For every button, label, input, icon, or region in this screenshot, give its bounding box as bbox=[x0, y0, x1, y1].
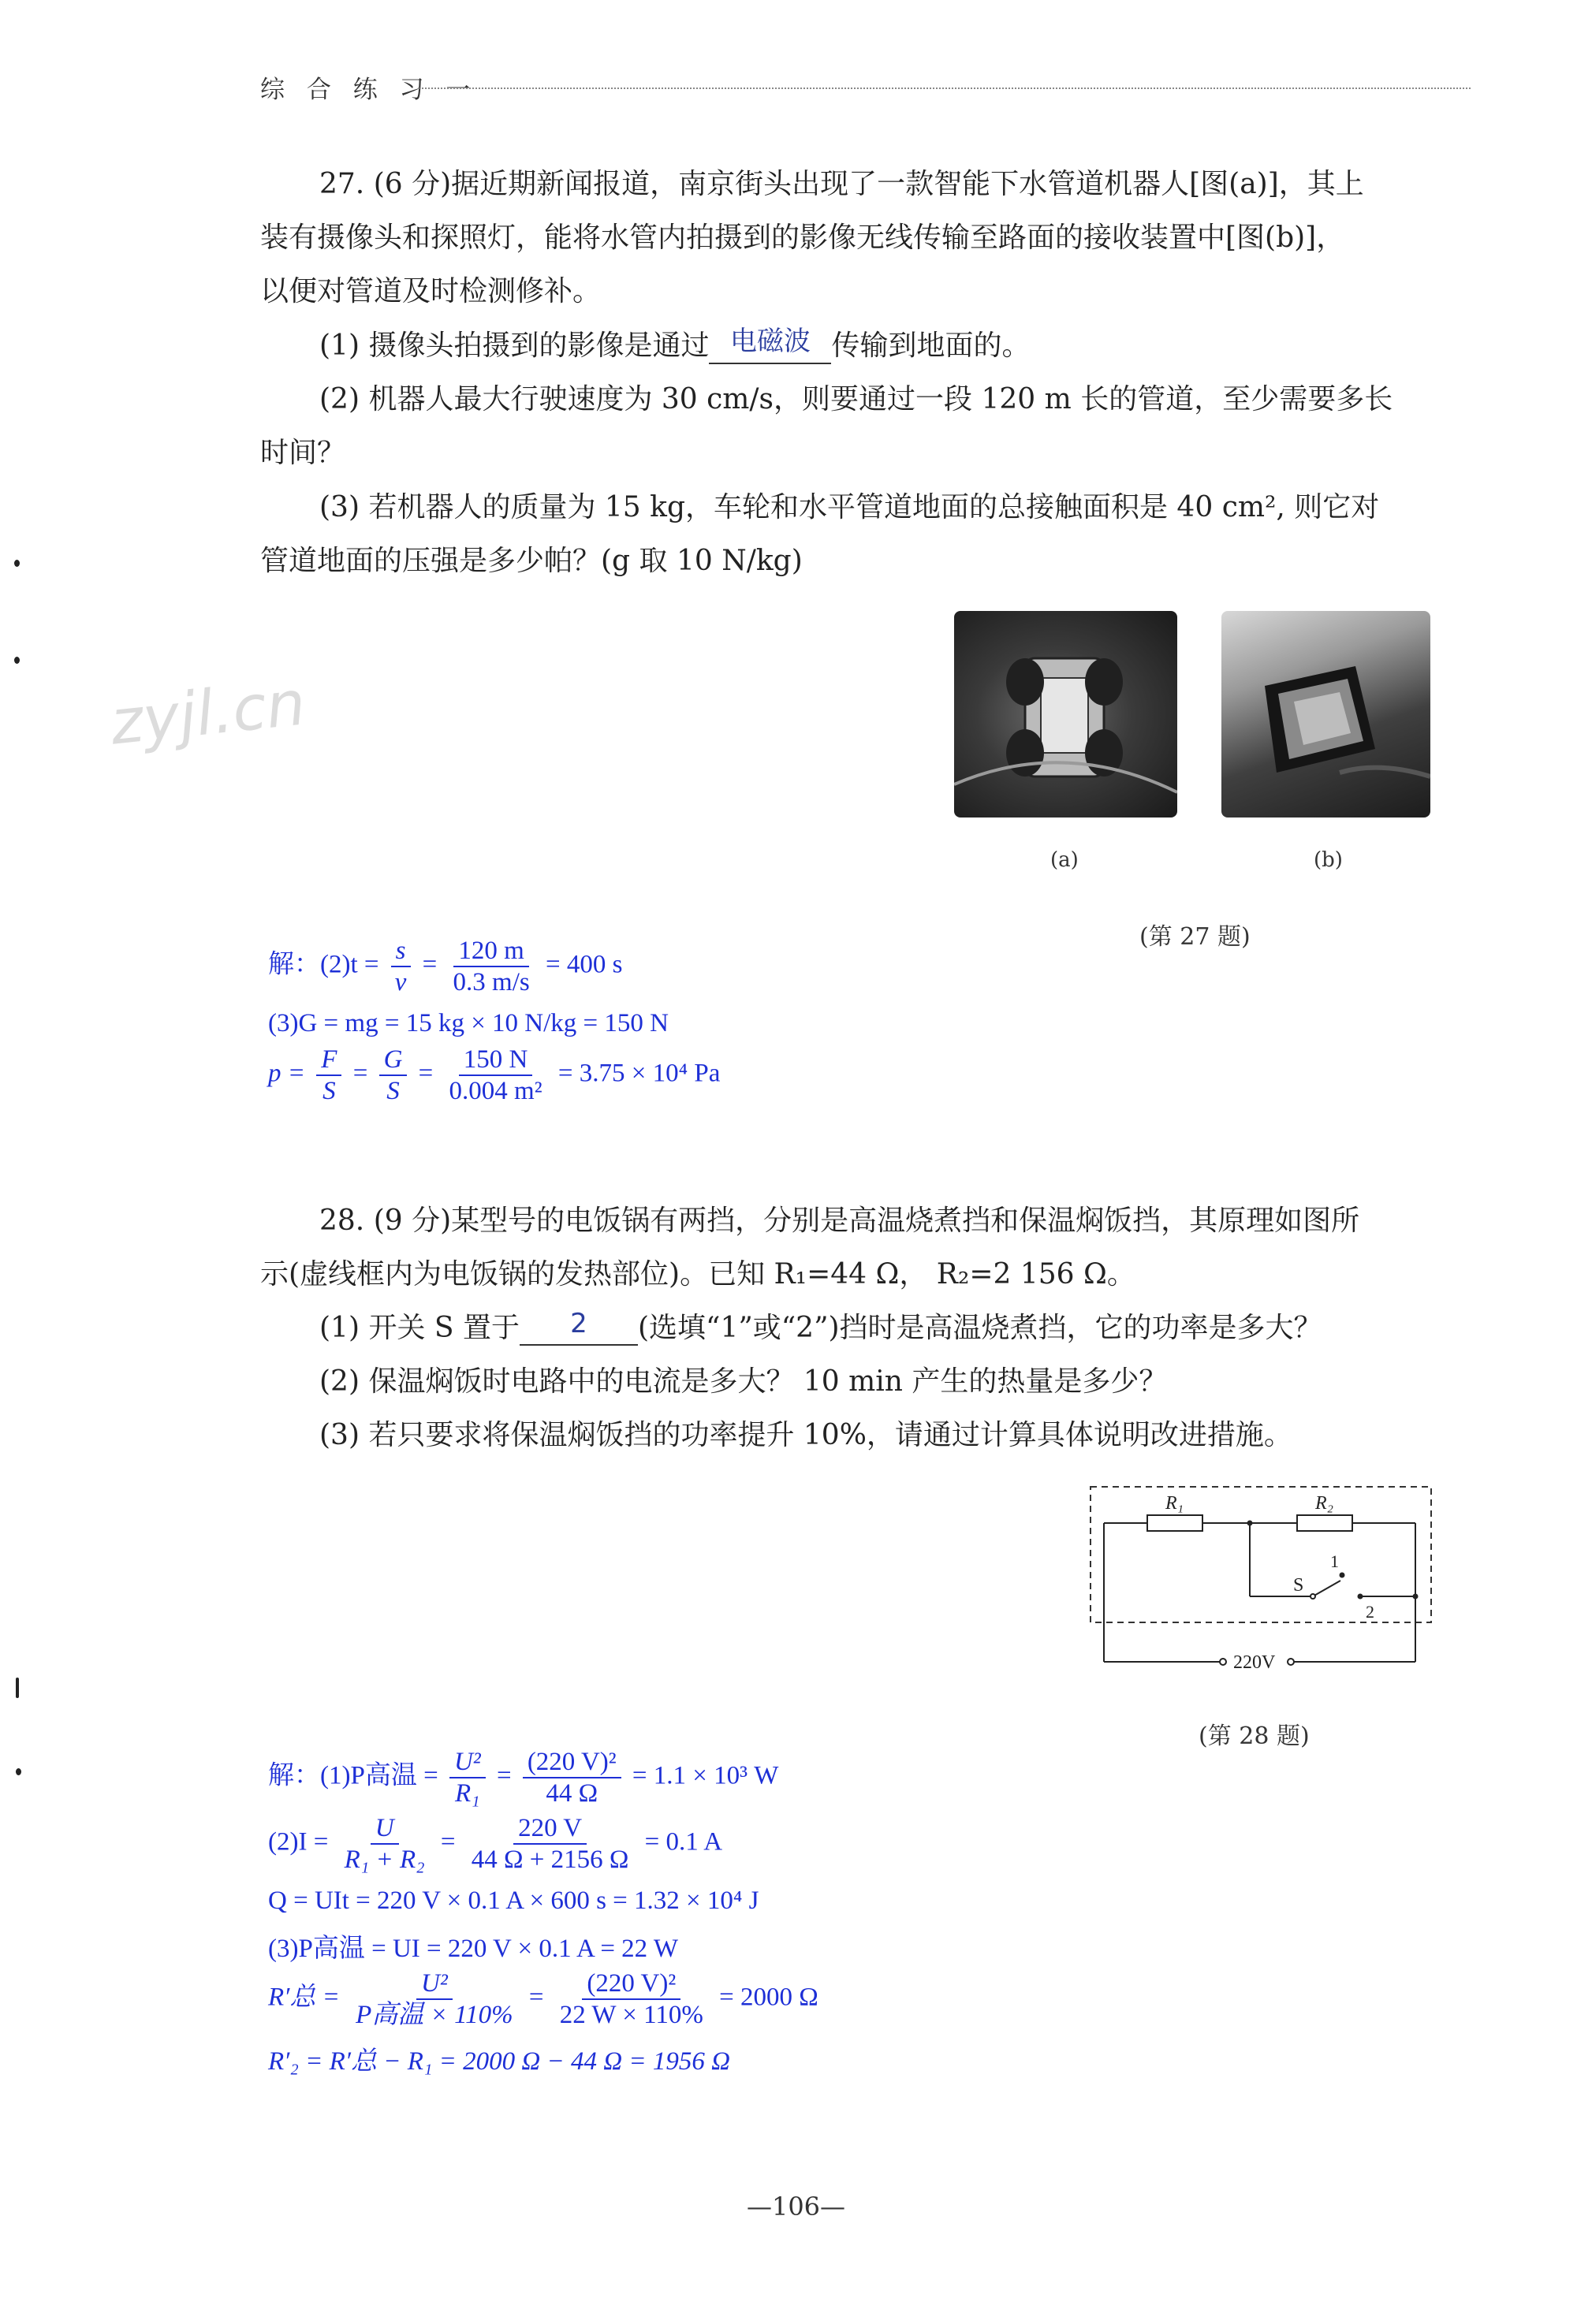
receiver-illustration bbox=[1221, 611, 1430, 817]
sol-result: = 2000 Ω bbox=[719, 1983, 818, 2012]
denominator: 44 Ω + 2156 Ω bbox=[471, 1845, 629, 1874]
q28-intro-line: 28. (9 分)某型号的电饭锅有两挡，分别是高温烧煮挡和保温焖饭挡，其原理如图所 bbox=[319, 1205, 1360, 1237]
q27-part1 bbox=[319, 323, 1030, 364]
label-switch: S bbox=[1293, 1575, 1304, 1596]
figure-caption: (第 27 题) bbox=[1139, 923, 1251, 951]
handwritten-answer: 电磁波 bbox=[729, 326, 811, 357]
page-number: —106— bbox=[746, 2192, 846, 2222]
numerator: G bbox=[379, 1045, 408, 1076]
resistor-r2 bbox=[1297, 1515, 1352, 1531]
q27-part2-line: (2) 机器人最大行驶速度为 30 cm/s，则要通过一段 120 m 长的管道，至少需要多长 bbox=[319, 383, 1393, 415]
equals-sign: = bbox=[440, 1827, 456, 1857]
denominator: P高温 × 110% bbox=[356, 2001, 513, 2029]
sol-text: 解：(2)t = bbox=[268, 950, 379, 979]
solution-line: R′₂ = R′总 − R₁ = 2000 Ω − 44 Ω = 1956 Ω bbox=[268, 2047, 731, 2076]
solution-line bbox=[268, 1045, 720, 1106]
robot-illustration bbox=[954, 611, 1177, 817]
fraction bbox=[351, 1968, 517, 2030]
numerator: s bbox=[391, 936, 411, 967]
denominator: R₁ bbox=[455, 1779, 480, 1808]
q28-part1 bbox=[319, 1305, 1322, 1346]
figure-b-label: (b) bbox=[1314, 848, 1343, 872]
q28-part1-text: (选填“1”或“2”)挡时是高温烧煮挡，它的功率是多大？ bbox=[638, 1312, 1322, 1344]
sol-text: (2)I = bbox=[268, 1827, 329, 1857]
q27-intro-line: 以便对管道及时检测修补。 bbox=[260, 275, 602, 307]
fraction bbox=[316, 1045, 341, 1106]
label-terminal-1: 1 bbox=[1330, 1551, 1339, 1571]
q27-part3-line: 管道地面的压强是多少帕？(g 取 10 N/kg) bbox=[260, 545, 803, 577]
q28-part1-text: (1) 开关 S 置于 bbox=[319, 1312, 520, 1344]
fraction bbox=[449, 936, 535, 997]
denominator: 0.3 m/s bbox=[453, 968, 530, 996]
solution-line bbox=[268, 1968, 818, 2030]
q28-intro-line: 示(虚线框内为电饭锅的发热部位)。已知 R₁=44 Ω， R₂=2 156 Ω。 bbox=[260, 1258, 1135, 1290]
sol-result: = 400 s bbox=[545, 950, 623, 979]
resistor-r1 bbox=[1147, 1515, 1202, 1531]
answer-blank bbox=[709, 324, 831, 364]
solution-line bbox=[268, 936, 622, 997]
receiver-photo bbox=[1221, 611, 1430, 817]
denominator: R₁ + R₂ bbox=[344, 1845, 425, 1874]
q28-part2: (2) 保温焖饭时电路中的电流是多大？ 10 min 产生的热量是多少？ bbox=[319, 1365, 1168, 1398]
equals-sign: = bbox=[422, 950, 438, 979]
solution-line: Q = UIt = 220 V × 0.1 A × 600 s = 1.32 × 10⁴ J bbox=[268, 1886, 759, 1915]
numerator: (220 V)² bbox=[523, 1747, 621, 1778]
sol-text: p = bbox=[268, 1059, 306, 1088]
numerator: U² bbox=[449, 1747, 486, 1778]
fraction bbox=[379, 1045, 408, 1106]
q27-part1-text: 传输到地面的。 bbox=[831, 330, 1031, 362]
q27-part3-line: (3) 若机器人的质量为 15 kg，车轮和水平管道地面的总接触面积是 40 cm², 则它对 bbox=[319, 491, 1380, 523]
numerator: F bbox=[316, 1045, 341, 1076]
section-header: 综 合 练 习 一 bbox=[260, 76, 478, 104]
fraction bbox=[555, 1968, 708, 2030]
figure-a-label: (a) bbox=[1050, 848, 1079, 872]
q27-intro-line: 装有摄像头和探照灯，能将水管内拍摄到的影像无线传输至路面的接收装置中[图(b)]， bbox=[260, 222, 1345, 254]
equals-sign: = bbox=[496, 1761, 512, 1790]
sol-result: = 1.1 × 10³ W bbox=[632, 1761, 779, 1790]
label-terminal-2: 2 bbox=[1366, 1602, 1374, 1622]
q28-part3: (3) 若只要求将保温焖饭挡的功率提升 10%，请通过计算具体说明改进措施。 bbox=[319, 1419, 1292, 1451]
watermark: zyjl.cn bbox=[106, 668, 309, 759]
heating-zone-box bbox=[1091, 1487, 1431, 1622]
sol-text: R′总 = bbox=[268, 1983, 340, 2012]
switch-s bbox=[1313, 1581, 1340, 1596]
numerator: U bbox=[371, 1813, 399, 1845]
sol-result: = 3.75 × 10⁴ Pa bbox=[557, 1059, 721, 1088]
numerator: 220 V bbox=[513, 1813, 587, 1845]
margin-mark bbox=[14, 657, 20, 664]
equals-sign: = bbox=[352, 1059, 368, 1088]
denominator: 0.004 m² bbox=[449, 1077, 542, 1105]
handwritten-answer: 2 bbox=[570, 1308, 587, 1339]
robot-photo bbox=[954, 611, 1177, 817]
solution-line bbox=[268, 1747, 778, 1808]
fraction bbox=[445, 1045, 547, 1106]
numerator: 120 m bbox=[453, 936, 528, 967]
denominator: S bbox=[323, 1077, 336, 1105]
answer-blank bbox=[520, 1308, 638, 1346]
solution-line bbox=[268, 1813, 722, 1875]
fraction bbox=[449, 1747, 486, 1808]
label-supply: 220V bbox=[1233, 1652, 1276, 1673]
sol-result: = 0.1 A bbox=[644, 1827, 723, 1857]
figure-caption: (第 28 题) bbox=[1199, 1723, 1310, 1750]
numerator: (220 V)² bbox=[582, 1968, 680, 2000]
numerator: 150 N bbox=[459, 1045, 533, 1076]
label-r2: R₂ bbox=[1315, 1493, 1334, 1514]
margin-mark bbox=[14, 560, 20, 567]
fraction bbox=[390, 936, 412, 997]
sol-text: 解：(1)P高温 = bbox=[268, 1761, 438, 1790]
equals-sign: = bbox=[418, 1059, 434, 1088]
equals-sign: = bbox=[528, 1983, 544, 2012]
q27-intro-line: 27. (6 分)据近期新闻报道，南京街头出现了一款智能下水管道机器人[图(a)]，其上 bbox=[319, 168, 1364, 200]
denominator: v bbox=[394, 968, 407, 996]
fraction bbox=[523, 1747, 621, 1808]
q27-part1-text: (1) 摄像头拍摄到的影像是通过 bbox=[319, 330, 710, 362]
circuit-diagram bbox=[1084, 1482, 1447, 1687]
margin-mark bbox=[16, 1678, 19, 1698]
label-r1: R₁ bbox=[1165, 1493, 1184, 1514]
denominator: 22 W × 110% bbox=[559, 2001, 703, 2029]
header-rule bbox=[418, 88, 1471, 89]
q27-part2-line: 时间？ bbox=[260, 437, 346, 469]
solution-line: (3)P高温 = UI = 220 V × 0.1 A = 22 W bbox=[268, 1935, 678, 1963]
denominator: 44 Ω bbox=[546, 1779, 598, 1808]
fraction bbox=[340, 1813, 430, 1875]
solution-line: (3)G = mg = 15 kg × 10 N/kg = 150 N bbox=[268, 1009, 669, 1037]
denominator: S bbox=[386, 1077, 400, 1105]
margin-mark bbox=[16, 1768, 21, 1775]
fraction bbox=[467, 1813, 634, 1875]
numerator: U² bbox=[416, 1968, 453, 2000]
